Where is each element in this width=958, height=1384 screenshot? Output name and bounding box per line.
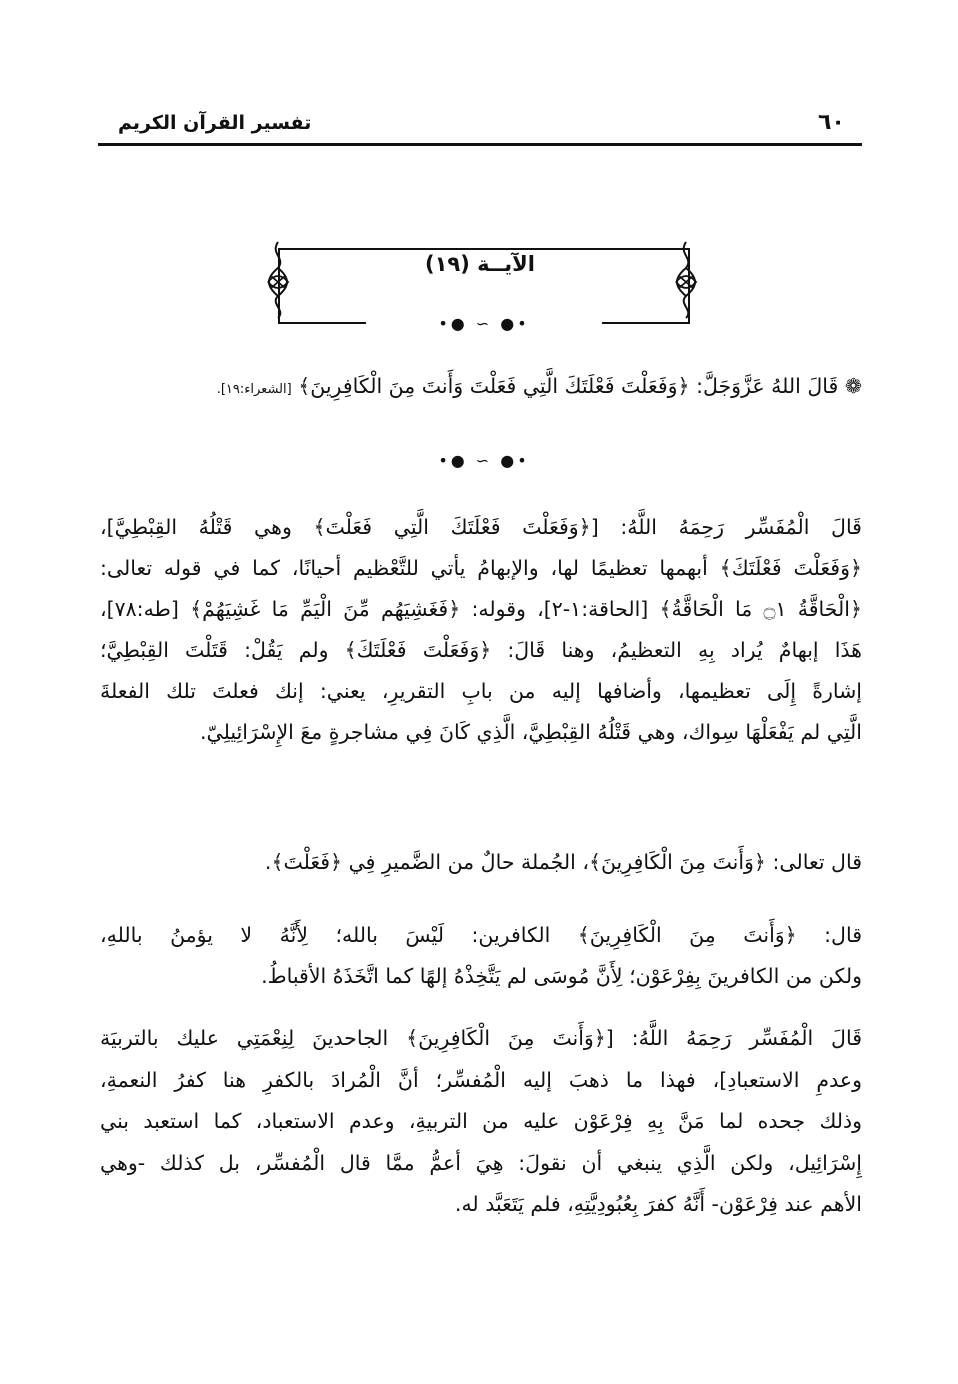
running-header-title: تفسير القرآن الكريم	[118, 112, 312, 134]
ornament-right-icon	[668, 240, 704, 320]
verse-text: ❁ قَالَ اللهُ عَزَّوَجَلَّ: ﴿وَفَعَلْتَ فَعْلَتَكَ الَّتِي فَعَلْتَ وَأَنتَ مِنَ الْكَافِرِينَ﴾	[298, 374, 862, 398]
text-line: الَّتِي لم يَفْعَلْهَا سِواك، وهي قَتْلُهُ القِبْطِيَّ، الَّذِي كَانَ فِي مشاجرةٍ معَ الإِسْرَائِيلِيّ.	[200, 720, 862, 744]
text-line: قَالَ الْمُفَسِّر رَحِمَهُ اللَّهُ: [﴿وَفَعَلْتَ فَعْلَتَكَ الَّتِي فَعَلْتَ﴾ وهي قَتْلُهُ القِبْطِيَّ]،	[100, 515, 862, 539]
divider-ornament: •● ∽ ●•	[438, 314, 530, 333]
verse-reference: [الشعراء:١٩].	[216, 382, 292, 397]
text-line: وذلك جحده لما مَنَّ بِهِ فِرْعَوْن عليه من التربيةِ، وعدم الاستعباد، كما استعبد بني	[100, 1109, 862, 1133]
text-line: ﴿الْحَاقَّةُ ۝١ مَا الْحَاقَّةُ﴾ [الحاقة:١-٢]، وقوله: ﴿فَغَشِيَهُم مِّنَ الْيَمِّ مَا غَشِيَهُمْ﴾ [طه:٧٨]،	[100, 597, 862, 621]
text-line: قال تعالى: ﴿وَأَنتَ مِنَ الْكَافِرِينَ﴾، الجُملة حالٌ من الضَّميرِ فِي ﴿فَعَلْتَ﴾.	[264, 850, 862, 874]
frame-top-line	[278, 248, 690, 250]
text-line: إِسْرَائِيل، ولكن الَّذِي ينبغي أن نقولَ: هِيَ أعمُّ ممَّا قال الْمُفسِّر، بل كذلك -وهي	[100, 1151, 862, 1175]
verse-line	[100, 371, 862, 405]
text-line: ﴿وَفَعَلْتَ فَعْلَتَكَ﴾ أبهمها تعظيمًا لها، والإبهامُ يأتي للتَّعْظيم أحيانًا، كما في قوله تعالى:	[100, 556, 862, 580]
header-rule	[98, 143, 862, 146]
text-line: ولكن من الكافرينَ بِفِرْعَوْن؛ لِأَنَّ مُوسَى لم يَتَّخِذْهُ إلهًا كما اتَّخَذَهُ الأقباطُ.	[261, 964, 862, 988]
text-line: قَالَ الْمُفَسِّر رَحِمَهُ اللَّهُ: [﴿وَأَنتَ مِنَ الْكَافِرِينَ﴾ الجاحدينَ لِنِعْمَتِي عليك بالتربيَة	[100, 1026, 862, 1050]
text-line: الأهم عند فِرْعَوْن- أَنَّهُ كفرَ بِعُبُودِيَّتِهِ، فلم يَتَعَبَّد له.	[454, 1192, 862, 1216]
text-line: هَذَا إبهامٌ يُراد بِهِ التعظيمُ، وهنا قَالَ: ﴿وَفَعَلْتَ فَعْلَتَكَ﴾ ولم يَقُلْ: قَتَلْتَ القِبْطِيَّ؛	[100, 638, 862, 662]
ornament-left-icon	[260, 240, 296, 320]
divider-ornament-2: •● ∽ ●•	[438, 451, 530, 470]
frame-bottom-right-line	[602, 322, 690, 324]
text-line: قال: ﴿وَأَنتَ مِنَ الْكَافِرِينَ﴾ الكافرين: لَيْسَ بالله؛ لِأَنَّهُ لا يؤمنُ باللهِ،	[100, 923, 862, 947]
page-number: ٦٠	[818, 110, 845, 135]
text-line: إشارةً إِلَى تعظيمها، وأضافها إليه من بابِ التقريرِ، يعني: إنك فعلتَ تلك الفعلةَ	[100, 679, 862, 703]
text-line: وعدمِ الاستعبادِ]، فهذا ما ذهبَ إليه الْمُفسِّر؛ أنَّ الْمُرادَ بالكفرِ هنا كفرُ النعمةِ،	[100, 1068, 862, 1092]
frame-bottom-left-line	[278, 322, 366, 324]
section-title: الآيــة (١٩)	[425, 252, 535, 276]
